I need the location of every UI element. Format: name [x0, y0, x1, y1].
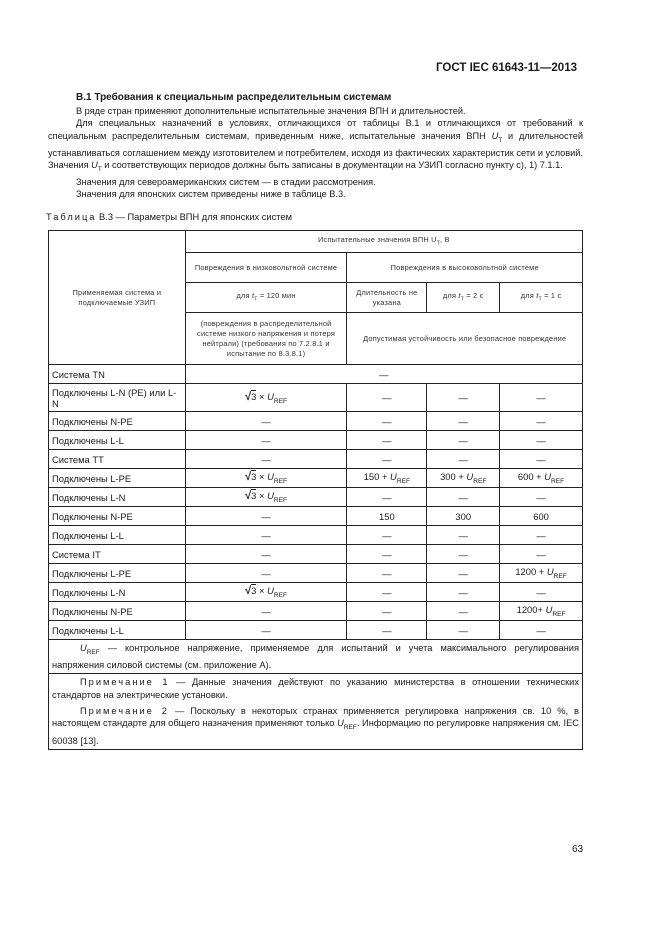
paragraph-3: Значения для североамериканских систем — в стадии рассмотрения. [76, 177, 376, 188]
row-label: Подключены L-L [49, 526, 186, 545]
table-cell: — [347, 488, 427, 507]
table-row [49, 450, 583, 469]
document-header: ГОСТ IEC 61643-11—2013 [436, 62, 577, 74]
table-cell: — [347, 583, 427, 602]
body-text [48, 105, 583, 201]
table-cell: — [185, 621, 347, 640]
table-cell: — [427, 431, 500, 450]
row-label: Подключены N-PE [49, 412, 186, 431]
table-row [49, 602, 583, 621]
row-label: Подключены N-PE [49, 507, 186, 526]
row-header-label: Применяемая система и подключаемые УЗИП [49, 231, 186, 365]
parameters-table [48, 230, 583, 750]
table-row [49, 488, 583, 507]
row-label: Подключены L-N (PE) или L-N [49, 384, 186, 412]
table-row [49, 621, 583, 640]
table-cell: — [347, 602, 427, 621]
section-title: В.1 Требования к специальным распределительным системам [76, 92, 392, 103]
table-cell: $1200+ U_{REF}$ [500, 602, 583, 621]
table-row [49, 526, 583, 545]
table-cell: — [427, 602, 500, 621]
table-cell: — [500, 431, 583, 450]
uref-note: $U_{REF}$ — контрольное напряжение, применяемое для испытаний и учета максимального регулирования напряжения силовой системы (см. приложение А). [49, 640, 583, 674]
row-label: Подключены L-PE [49, 564, 186, 583]
table-cell: — [347, 412, 427, 431]
table-cell: — [427, 564, 500, 583]
table-cell: $150 + U_{REF}$ [347, 469, 427, 488]
table-cell: — [500, 545, 583, 564]
paragraph-1: В ряде стран применяют дополнительные испытательные значения ВПН и длительностей. [76, 106, 466, 116]
duration-120-header: для $t_T = 120$ мин [185, 283, 347, 313]
paragraph-4: Значения для японских систем приведены ниже в таблице В.3. [76, 189, 346, 200]
table-cell: — [427, 450, 500, 469]
table-notes [49, 674, 583, 749]
duration-1s-header: для $t_T = 1$ с [500, 283, 583, 313]
table-cell: — [427, 545, 500, 564]
row-label: Система TN [49, 365, 186, 384]
table-cell: — [427, 412, 500, 431]
table-cell: — [427, 526, 500, 545]
table-cell: — [347, 621, 427, 640]
low-voltage-note: (повреждения в распределительной системе низкого напряжения и потеря нейтрали) (требования по 7.2.8.1 и испытание по 8.3.8.1) [185, 313, 347, 365]
table-cell: — [347, 564, 427, 583]
table-cell: — [185, 545, 347, 564]
table-cell: — [185, 602, 347, 621]
table-cell: — [185, 412, 347, 431]
table-cell: — [347, 431, 427, 450]
table-row [49, 384, 583, 412]
duration-2s-header: для $t_T = 2$ с [427, 283, 500, 313]
table-cell: — [185, 431, 347, 450]
paragraph-2: Для специальных назначений в условиях, отличающихся от таблицы В.1 и отличающихся от требований к специальным распределительным системам, приведенным ниже, испытательные значения ВПН $U_T$ и длительностей устанавливаться соглашением между изготовителем и потребителем, исходя из фактических характеристик сети и условий. Значения $U_T$ и соответствующих периодов должны быть записаны в документации на УЗИП согласно пункту с), 1) 7.1.1. [48, 118, 583, 173]
table-row [49, 507, 583, 526]
high-voltage-note: Допустимая устойчивость или безопасное повреждение [347, 313, 583, 365]
table-cell: 300 [427, 507, 500, 526]
table-cell: — [500, 412, 583, 431]
table-cell: — [185, 507, 347, 526]
table-cell: — [500, 526, 583, 545]
high-voltage-damage-header: Повреждения в высоковольтной системе [347, 253, 583, 283]
table-cell: — [500, 621, 583, 640]
merged-cell: — [185, 365, 582, 384]
table-cell: — [185, 564, 347, 583]
table-cell: $√3 \times U_{REF}$ [185, 583, 347, 602]
table-cell: — [347, 384, 427, 412]
row-label: Подключены L-PE [49, 469, 186, 488]
row-label: Система TT [49, 450, 186, 469]
table-row [49, 365, 583, 384]
table-cell: — [500, 488, 583, 507]
row-label: Подключены L-N [49, 583, 186, 602]
table-cell: $√3 \times U_{REF}$ [185, 469, 347, 488]
row-label: Система IT [49, 545, 186, 564]
row-label: Подключены L-L [49, 431, 186, 450]
table-cell: — [500, 583, 583, 602]
table-row [49, 469, 583, 488]
table-cell: $600 + U_{REF}$ [500, 469, 583, 488]
row-label: Подключены L-N [49, 488, 186, 507]
table-cell: — [427, 488, 500, 507]
table-cell: — [427, 384, 500, 412]
table-cell: — [185, 450, 347, 469]
table-row [49, 412, 583, 431]
table-cell: $√3 \times U_{REF}$ [185, 488, 347, 507]
table-cell: — [347, 450, 427, 469]
table-cell: $√3 \times U_{REF}$ [185, 384, 347, 412]
table-cell: $1200 + U_{REF}$ [500, 564, 583, 583]
table-cell: 150 [347, 507, 427, 526]
note-2: Примечание 2 — Поскольку в некоторых странах применяется регулировка напряжения св. 10 %, в настоящем стандарте для общего назначения применяют только $U_{REF}$. Информацию по регулировке напряжения см. IEC 60038 [13]. [52, 706, 579, 746]
row-label: Подключены N-PE [49, 602, 186, 621]
table-row [49, 583, 583, 602]
test-values-header: Испытательные значения ВПН $U_T$, В [185, 231, 582, 253]
table-row [49, 564, 583, 583]
table-cell: — [185, 526, 347, 545]
table-cell: — [427, 583, 500, 602]
table-row [49, 545, 583, 564]
table-row [49, 431, 583, 450]
row-label: Подключены L-L [49, 621, 186, 640]
table-cell: — [427, 621, 500, 640]
page-number: 63 [572, 844, 584, 855]
note-1: Примечание 1 — Данные значения действуют по указанию министерства в отношении технических стандартов на электрические установки. [52, 677, 579, 700]
low-voltage-damage-header: Повреждения в низковольтной системе [185, 253, 347, 283]
table-cell: — [347, 545, 427, 564]
table-cell: 600 [500, 507, 583, 526]
table-cell: $300 + U_{REF}$ [427, 469, 500, 488]
table-cell: — [500, 450, 583, 469]
table-cell: — [347, 526, 427, 545]
table-cell: — [500, 384, 583, 412]
table-caption: Таблица В.3 — Параметры ВПН для японских систем [46, 212, 292, 222]
duration-not-specified-header: Длительность не указана [347, 283, 427, 313]
